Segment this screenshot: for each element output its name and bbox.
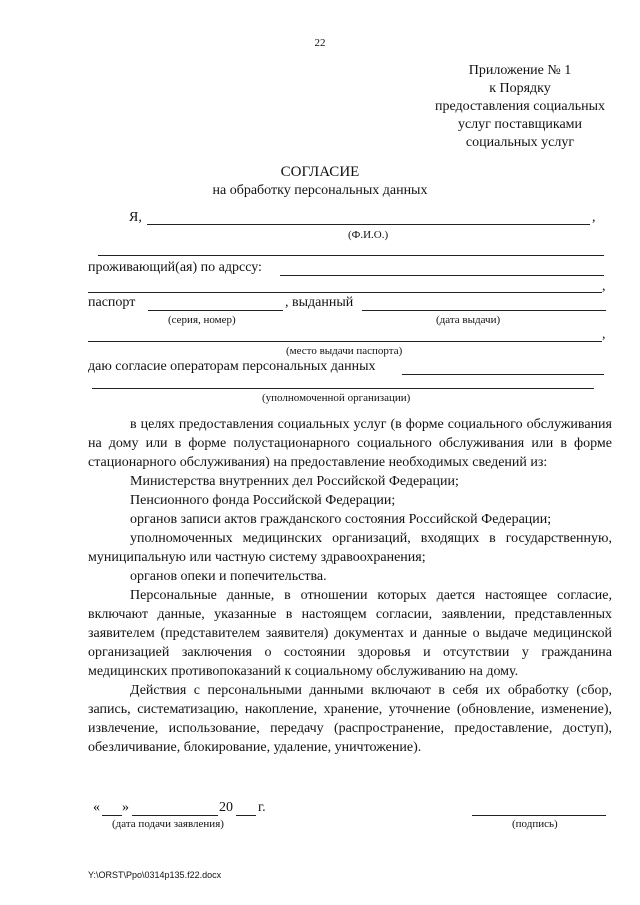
fio-continuation-line[interactable] <box>98 255 604 256</box>
year-suffix: г. <box>258 800 266 815</box>
issue-date-caption: (дата выдачи) <box>436 314 501 326</box>
signature-line[interactable] <box>472 815 606 816</box>
issue-place-line[interactable] <box>88 341 602 342</box>
passport-number-line[interactable] <box>148 310 283 311</box>
org-caption: (уполномоченной организации) <box>262 392 411 404</box>
appendix-line: Приложение № 1 <box>468 63 572 78</box>
actions-paragraph: Действия с персональными данными включают в себя их обработку (сбор, запись, систематизацию, накопление, хранение, уточнение (обновление, изменение), извлечение, использование, передачу (распространение, предоставление, доступ), обезличивание, блокирование, удаление, уничтожение). <box>88 683 612 755</box>
consent-body <box>88 415 612 757</box>
document-title: СОГЛАСИЕ <box>280 164 360 180</box>
issued-label: , выданный <box>285 295 354 310</box>
personal-data-paragraph: Персональные данные, в отношении которых дается настоящее согласие, включают данные, указанные в настоящем согласии, заявлении, представленных заявителем (представителем заявителя) документах и данные о выдаче медицинской организацией заключения о состоянии здоровья и отсутствии у гражданина медицинских противопоказаний к социальному обслуживанию на дому. <box>88 588 612 679</box>
passport-label: паспорт <box>88 295 136 310</box>
day-field-line[interactable] <box>102 815 122 816</box>
date-close-quote: » <box>122 800 129 815</box>
operator-continuation-line[interactable] <box>92 388 594 389</box>
series-caption: (серия, номер) <box>168 314 236 326</box>
appendix-line: услуг поставщиками <box>457 117 583 132</box>
issue-date-line[interactable] <box>362 310 606 311</box>
address-comma: , <box>602 279 606 294</box>
source-item: Министерства внутренних дел Российской Федерации; <box>130 474 459 489</box>
fio-comma: , <box>592 210 596 225</box>
ya-label: Я, <box>129 210 142 225</box>
fio-caption: (Ф.И.О.) <box>348 229 389 241</box>
purpose-paragraph: в целях предоставления социальных услуг (в форме социального обслуживания на дому или в форме полустационарного социального обслуживания или в форме стационарного обслуживания) на предоставление необходимых сведений из: <box>88 417 612 470</box>
signature-caption: (подпись) <box>512 818 558 830</box>
fio-field-line[interactable] <box>147 224 590 225</box>
consent-label: даю согласие операторам персональных данных <box>88 359 376 374</box>
issue-place-caption: (место выдачи паспорта) <box>286 345 403 357</box>
file-path: Y:\ORST\Ppo\0314p135.f22.docx <box>88 870 222 880</box>
date-open-quote: « <box>93 800 100 815</box>
issue-place-comma: , <box>602 327 606 342</box>
source-item: уполномоченных медицинских организаций, входящих в государственную, муниципальную или частную систему здравоохранения; <box>88 531 612 565</box>
source-item: органов записи актов гражданского состояния Российской Федерации; <box>130 512 552 527</box>
year-field-line[interactable] <box>236 815 256 816</box>
source-item: органов опеки и попечительства. <box>130 569 327 584</box>
month-field-line[interactable] <box>132 815 218 816</box>
year-prefix: 20 <box>219 800 233 815</box>
appendix-line: социальных услуг <box>465 135 575 150</box>
date-caption: (дата подачи заявления) <box>112 818 224 830</box>
source-item: Пенсионного фонда Российской Федерации; <box>130 493 396 508</box>
appendix-line: к Порядку <box>489 81 551 96</box>
address-field-line[interactable] <box>280 275 604 276</box>
operator-field-line[interactable] <box>402 374 604 375</box>
appendix-header <box>400 62 640 152</box>
appendix-line: предоставления социальных <box>434 99 606 114</box>
address-continuation-line[interactable] <box>88 292 602 293</box>
document-subtitle: на обработку персональных данных <box>212 183 428 198</box>
address-label: проживающий(ая) по адрссу: <box>88 260 262 275</box>
page-number: 22 <box>314 37 326 49</box>
